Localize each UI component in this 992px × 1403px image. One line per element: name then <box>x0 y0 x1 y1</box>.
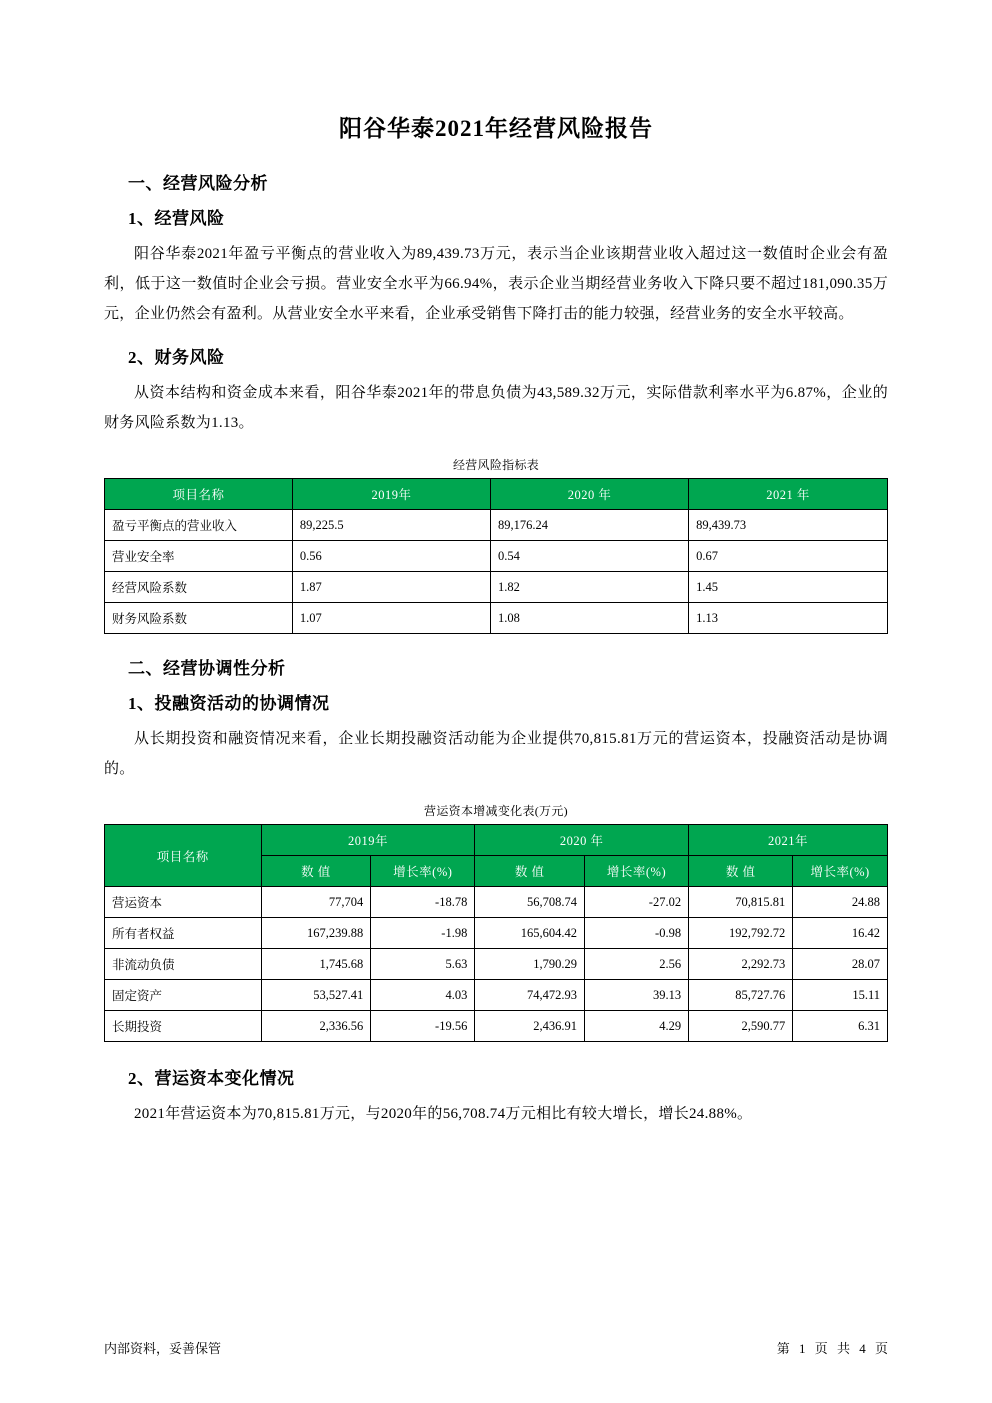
row-label: 非流动负债 <box>105 949 262 980</box>
row-label: 营运资本 <box>105 887 262 918</box>
subsection-heading-working-capital-change: 2、营运资本变化情况 <box>128 1069 295 1088</box>
cell-value: 1.07 <box>292 603 490 634</box>
footer-pagination <box>771 1338 888 1357</box>
cell-value: 89,439.73 <box>689 510 888 541</box>
cell-value: 1.82 <box>491 572 689 603</box>
table-row <box>105 887 888 918</box>
cell-value: 167,239.88 <box>261 918 371 949</box>
cell-value: 2,436.91 <box>475 1011 585 1042</box>
cell-value: 1,745.68 <box>261 949 371 980</box>
cell-value: 15.11 <box>793 980 888 1011</box>
column-header-year: 2021年 <box>689 825 888 856</box>
column-subheader: 增长率(%) <box>371 856 475 887</box>
row-label: 长期投资 <box>105 1011 262 1042</box>
column-subheader: 数 值 <box>261 856 371 887</box>
page-footer <box>104 1338 888 1357</box>
total-pages: 4 <box>859 1341 866 1356</box>
column-header: 2021 年 <box>689 479 888 510</box>
cell-value: 24.88 <box>793 887 888 918</box>
page-title: 阳谷华泰2021年经营风险报告 <box>339 116 653 141</box>
cell-value: 1,790.29 <box>475 949 585 980</box>
cell-value: 192,792.72 <box>689 918 793 949</box>
table-caption-risk-indicators: 经营风险指标表 <box>452 458 540 472</box>
cell-value: 28.07 <box>793 949 888 980</box>
row-label: 财务风险系数 <box>105 603 293 634</box>
table-header-row <box>105 479 888 510</box>
cell-value: 16.42 <box>793 918 888 949</box>
cell-value: 1.87 <box>292 572 490 603</box>
cell-value: 5.63 <box>371 949 475 980</box>
section-heading-coordination-analysis: 二、经营协调性分析 <box>128 659 286 678</box>
column-header-item: 项目名称 <box>105 825 262 887</box>
column-subheader: 数 值 <box>475 856 585 887</box>
row-label: 营业安全率 <box>105 541 293 572</box>
cell-value: 2,336.56 <box>261 1011 371 1042</box>
table-row <box>105 510 888 541</box>
cell-value: 1.08 <box>491 603 689 634</box>
cell-value: 4.29 <box>584 1011 688 1042</box>
cell-value: 89,225.5 <box>292 510 490 541</box>
cell-value: 2,590.77 <box>689 1011 793 1042</box>
table-row <box>105 980 888 1011</box>
total-prefix: 共 <box>836 1341 850 1356</box>
column-header: 2019年 <box>292 479 490 510</box>
page-prefix: 第 <box>776 1341 790 1356</box>
cell-value: 39.13 <box>584 980 688 1011</box>
cell-value: 1.45 <box>689 572 888 603</box>
table-row <box>105 541 888 572</box>
row-label: 经营风险系数 <box>105 572 293 603</box>
table-row <box>105 949 888 980</box>
total-unit: 页 <box>874 1341 888 1356</box>
cell-value: 1.13 <box>689 603 888 634</box>
cell-value: -19.56 <box>371 1011 475 1042</box>
paragraph-financial-risk: 从资本结构和资金成本来看，阳谷华泰2021年的带息负债为43,589.32万元，实际借款利率水平为6.87%，企业的财务风险系数为1.13。 <box>104 385 888 431</box>
cell-value: -1.98 <box>371 918 475 949</box>
column-subheader: 数 值 <box>689 856 793 887</box>
table-row <box>105 918 888 949</box>
table-working-capital-changes <box>104 824 888 1042</box>
cell-value: 77,704 <box>261 887 371 918</box>
cell-value: 6.31 <box>793 1011 888 1042</box>
page-unit: 页 <box>814 1341 828 1356</box>
paragraph-operating-risk: 阳谷华泰2021年盈亏平衡点的营业收入为89,439.73万元，表示当企业该期营业收入超过这一数值时企业会有盈利，低于这一数值时企业会亏损。营业安全水平为66.94%，表示企业当期经营业务收入下降只要不超过181,090.35万元，企业仍然会有盈利。从营业安全水平来看，企业承受销售下降打击的能力较强，经营业务的安全水平较高。 <box>104 246 888 322</box>
page-number: 1 <box>798 1341 806 1356</box>
column-header: 2020 年 <box>491 479 689 510</box>
cell-value: 4.03 <box>371 980 475 1011</box>
footer-note: 内部资料，妥善保管 <box>104 1341 222 1356</box>
cell-value: 70,815.81 <box>689 887 793 918</box>
table-risk-indicators <box>104 478 888 634</box>
column-header-year: 2020 年 <box>475 825 689 856</box>
table-row <box>105 603 888 634</box>
table-header-row-years <box>105 825 888 856</box>
paragraph-investment-financing: 从长期投资和融资情况来看，企业长期投融资活动能为企业提供70,815.81万元的营运资本，投融资活动是协调的。 <box>104 731 888 777</box>
row-label: 所有者权益 <box>105 918 262 949</box>
cell-value: 89,176.24 <box>491 510 689 541</box>
subsection-heading-investment-financing: 1、投融资活动的协调情况 <box>128 694 330 713</box>
cell-value: -27.02 <box>584 887 688 918</box>
cell-value: -18.78 <box>371 887 475 918</box>
cell-value: 56,708.74 <box>475 887 585 918</box>
cell-value: 0.54 <box>491 541 689 572</box>
cell-value: 2.56 <box>584 949 688 980</box>
row-label: 固定资产 <box>105 980 262 1011</box>
cell-value: 85,727.76 <box>689 980 793 1011</box>
cell-value: 165,604.42 <box>475 918 585 949</box>
paragraph-working-capital-change: 2021年营运资本为70,815.81万元，与2020年的56,708.74万元相比有较大增长，增长24.88%。 <box>134 1106 753 1122</box>
column-header-year: 2019年 <box>261 825 475 856</box>
column-header: 项目名称 <box>105 479 293 510</box>
cell-value: 53,527.41 <box>261 980 371 1011</box>
cell-value: 0.67 <box>689 541 888 572</box>
cell-value: 74,472.93 <box>475 980 585 1011</box>
column-subheader: 增长率(%) <box>793 856 888 887</box>
cell-value: 2,292.73 <box>689 949 793 980</box>
subsection-heading-financial-risk: 2、财务风险 <box>128 348 225 367</box>
subsection-heading-operating-risk: 1、经营风险 <box>128 209 225 228</box>
cell-value: -0.98 <box>584 918 688 949</box>
table-row <box>105 572 888 603</box>
column-subheader: 增长率(%) <box>584 856 688 887</box>
table-caption-working-capital: 营运资本增减变化表(万元) <box>424 804 568 818</box>
table-row <box>105 1011 888 1042</box>
cell-value: 0.56 <box>292 541 490 572</box>
section-heading-risk-analysis: 一、经营风险分析 <box>128 174 268 193</box>
row-label: 盈亏平衡点的营业收入 <box>105 510 293 541</box>
